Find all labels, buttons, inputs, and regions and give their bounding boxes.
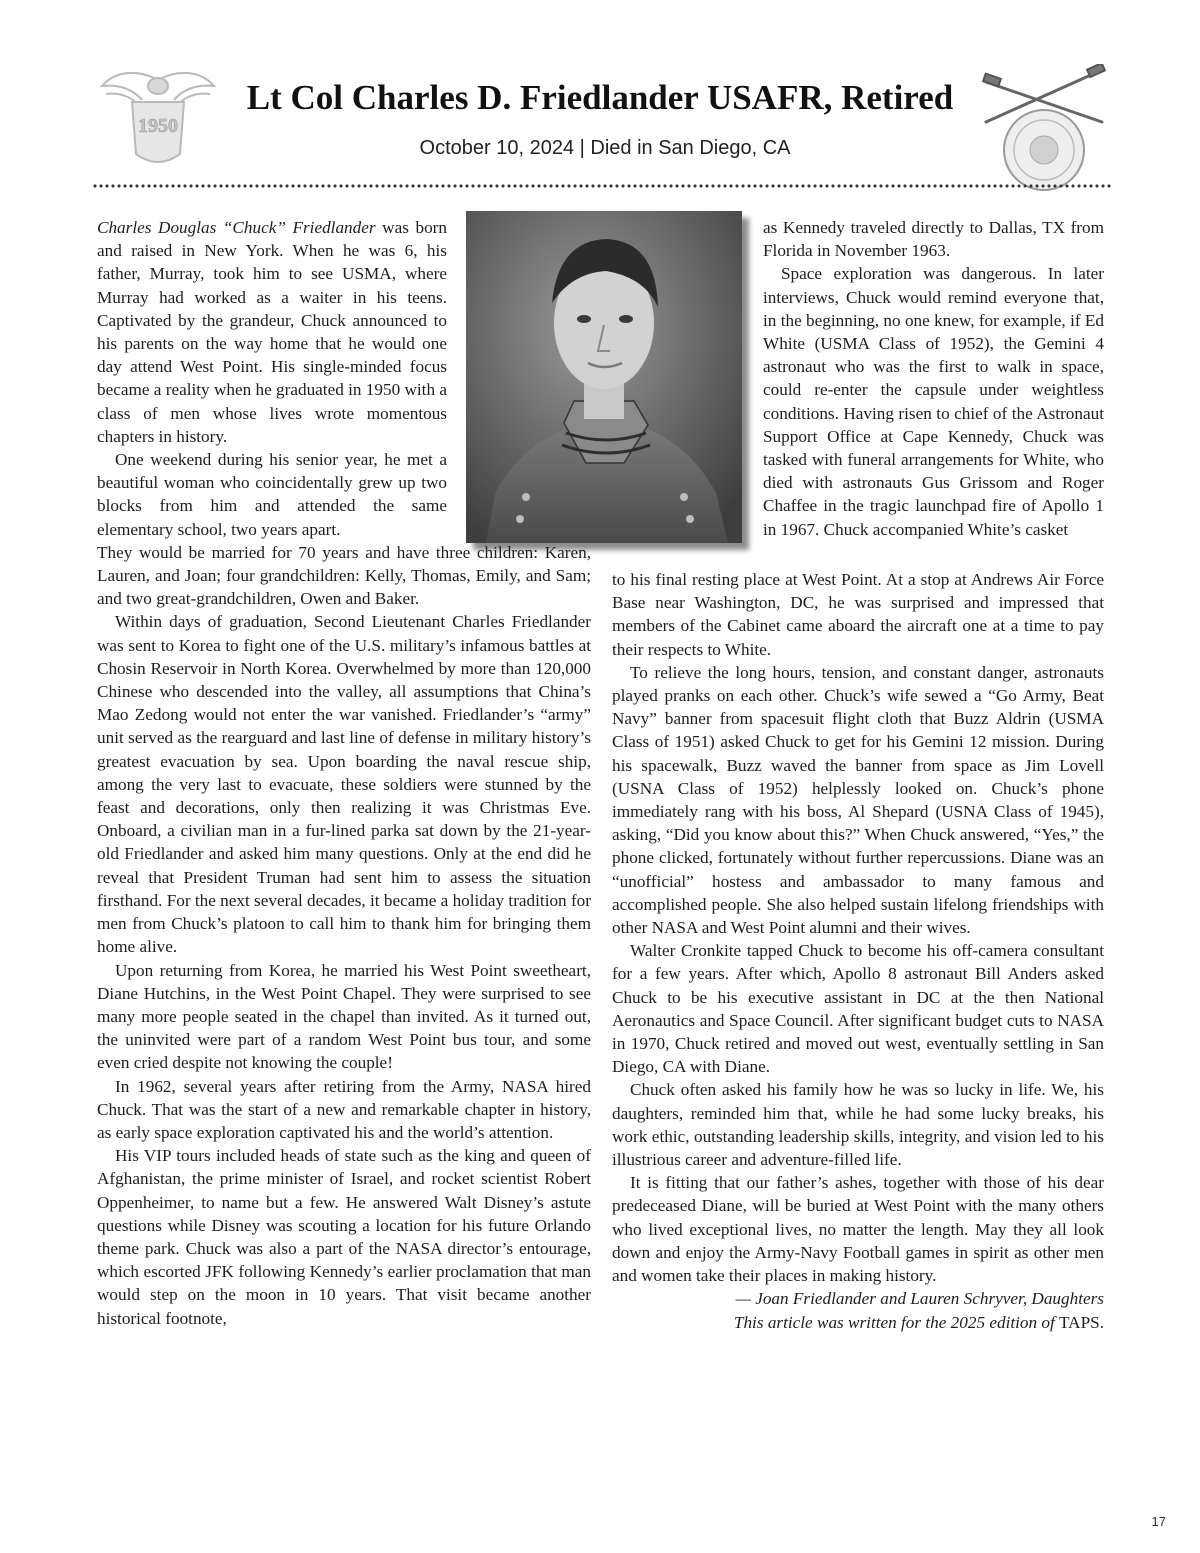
note-text: This article was written for the 2025 edition of (733, 1312, 1060, 1332)
left-wrapped-block (97, 216, 447, 541)
paragraph: Within days of graduation, Second Lieutenant Charles Friedlander was sent to Korea to fight one of the U.S. military’s infamous battles at Chosin Reservoir in North Korea. Overwhelmed by more than 120,000 Chinese who descended into the valley, all assumptions that China’s Mao Zedong would not enter the war vanished. Friedlander’s “army” unit served as the rearguard and last line of defense in military history’s greatest evacuation by sea. Upon boarding the naval rescue ship, among the very last to evacuate, these soldiers were stunned by the feast and decorations, only then realizing it was Christmas Eve. Onboard, a civilian man in a fur-lined parka sat down by the 21-year-old Friedlander and asked him many questions. Only at the end did he reveal that President Truman had sent him to assess the situation firsthand. For the next several decades, it became a holiday tradition for men from Chuck’s platoon to call him to thank him for bringing them home alive. (97, 612, 591, 957)
paragraph: One weekend during his senior year, he met a beautiful woman who coincidentally grew up two blocks from him and attended the same elementary school, two years apart. (97, 450, 447, 539)
svg-text:1950: 1950 (138, 115, 178, 137)
paragraph: to his final resting place at West Point. At a stop at Andrews Air Force Base near Washington, DC, he was surprised and impressed that members of the Cabinet came aboard the aircraft one at a time to pay their respects to White. (612, 570, 1104, 659)
paragraph (97, 216, 447, 448)
paragraph-text: was born and raised in New York. When he was 6, his father, Murray, took him to see USMA, where Murray had worked as a waiter in his teens. Captivated by the grandeur, Chuck announced to his parents on the way home that he would one day attend West Point. His single-minded focus became a reality when he graduated in 1950 with a class of men whose lives wrote momentous chapters in history. (97, 218, 447, 446)
left-column (97, 216, 591, 1330)
signature: — Joan Friedlander and Lauren Schryver, Daughters (735, 1289, 1104, 1309)
paragraph: To relieve the long hours, tension, and constant danger, astronauts played pranks on each other. Chuck’s wife sewed a “Go Army, Beat Navy” banner from spacesuit flight cloth that Buzz Aldrin (USMA Class of 1951) asked Chuck to get for his Gemini 12 mission. During his spacewalk, Buzz waved the banner from space as Jim Lovell (USNA Class of 1952) helplessly looked on. Chuck’s phone immediately rang with his boss, Al Shepard (USNA Class of 1945), asking, “Did you know about this?” When Chuck answered, “Yes,” the phone clicked, fortunately without further repercussions. Diane was an “unofficial” hostess and ambassador to many famous and accomplished people. She also helped sustain lifelong friendships with other NASA and West Point alumni and their wives. (612, 662, 1104, 938)
paragraph: His VIP tours included heads of state such as the king and queen of Afghanistan, the prime minister of Israel, and rocket scientist Robert Oppenheimer, to name but a few. He answered Walt Disney’s astute questions while Disney was scouting a location for his future Orlando theme park. Chuck was also a part of the NASA director’s entourage, which escorted JFK following Kennedy’s earlier proclamation that man would step on the moon in 10 years. That visit became another historical footnote, (97, 1146, 591, 1328)
paragraph: In 1962, several years after retiring from the Army, NASA hired Chuck. That was the start of a new and remarkable chapter in history, as early space exploration captivated his and the world’s attention. (97, 1076, 591, 1142)
right-column-top (763, 216, 1104, 541)
paragraph: It is fitting that our father’s ashes, together with those of his dear predeceased Diane, will be buried at West Point with the many others who lived exceptional lives, no matter the length. May they all look down and enjoy the Army-Navy Football games in spirit as other men and women take their places in making history. (612, 1173, 1104, 1286)
paragraph: They would be married for 70 years and have three children: Karen, Lauren, and Joan; four grandchildren: Kelly, Thomas, Emily, and Sam; and two great-grandchildren, Owen and Baker. (97, 542, 591, 609)
page-number: 17 (1151, 1514, 1166, 1529)
paragraph: as Kennedy traveled directly to Dallas, TX from Florida in November 1963. (763, 218, 1104, 261)
paragraph: Upon returning from Korea, he married his West Point sweetheart, Diane Hutchins, in the West Point Chapel. They were surprised to see many more people seated in the chapel than invited. As it turned out, the uninvited were part of a random West Point bus tour, and some even cried despite not knowing the couple! (97, 960, 591, 1073)
paragraph: Space exploration was dangerous. In later interviews, Chuck would remind everyone that, in the beginning, no one knew, for example, if Ed White (USMA Class of 1952), the Gemini 4 astronaut who was the first to walk in space, could re-enter the capsule under weightless conditions. Having risen to chief of the Astronaut Support Office at Cape Kennedy, Chuck was tasked with funeral arrangements for White, who died with astronauts Gus Grissom and Roger Chaffee in the tragic launchpad fire of Apollo 1 in 1967. Chuck accompanied White’s casket (763, 264, 1104, 539)
paragraph: Walter Cronkite tapped Chuck to become his off-camera consultant for a few years. After which, Apollo 8 astronaut Bill Anders asked Chuck to be his executive assistant in DC at the then National Aeronautics and Space Council. After significant budget cuts to NASA in 1970, Chuck retired and moved out west, eventually settling in San Diego, CA with Diane. (612, 941, 1104, 1077)
right-column (612, 568, 1104, 1334)
death-date-location: October 10, 2024 | Died in San Diego, CA (419, 137, 791, 159)
publication-name: TAPS. (1059, 1312, 1104, 1332)
intro-name: Charles Douglas “Chuck” Friedlander (97, 218, 376, 237)
paragraph: Chuck often asked his family how he was so lucky in life. We, his daughters, reminded him that, while he had some lucky breaks, his work ethic, outstanding leadership skills, integrity, and vision led to his illustrious career and adventure-filled life. (612, 1080, 1104, 1170)
dotted-divider (92, 183, 1112, 189)
page-title: Lt Col Charles D. Friedlander USAFR, Retired (246, 78, 954, 117)
publication-note (612, 1311, 1104, 1334)
